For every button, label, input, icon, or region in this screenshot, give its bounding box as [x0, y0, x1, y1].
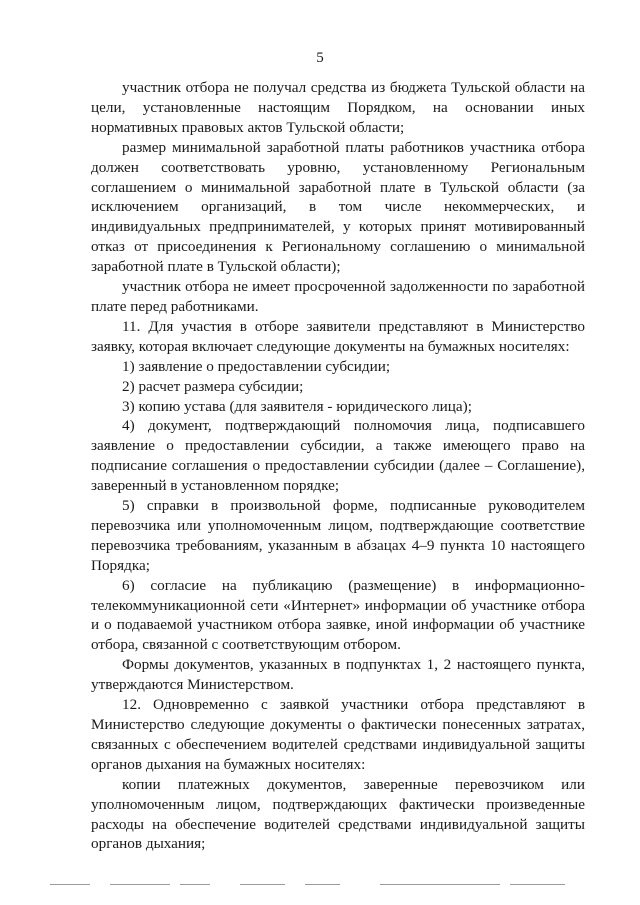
paragraph: 5) справки в произвольной форме, подписанные руководителем перевозчика или уполномоченным лицом, подтверждающие соответствие перевозчика требованиям, указанным в абзацах 4–9 пункта 10 настоящего Порядка;: [91, 497, 585, 574]
paragraph: 2) расчет размера субсидии;: [122, 377, 304, 395]
paragraph: 3) копию устава (для заявителя - юридического лица);: [122, 397, 472, 415]
scan-artifact: [180, 884, 210, 885]
scan-artifact: [510, 884, 565, 885]
scan-artifact-line: [40, 884, 600, 888]
paragraph: участник отбора не получал средства из бюджета Тульской области на цели, установленные настоящим Порядком, на основании иных нормативных правовых актов Тульской области;: [91, 79, 585, 136]
paragraph: 4) документ, подтверждающий полномочия лица, подписавшего заявление о предоставлении субсидии, а также имеющего право на подписание соглашения о предоставлении субсидии (далее – Соглашение), заверенный в установленном порядке;: [91, 417, 585, 495]
paragraph: 6) согласие на публикацию (размещение) в информационно-телекоммуникационной сети «Интернет» информации об участнике отбора и о подаваемой участником отбора заявке, иной информации об участнике отбора, связанной с соответствующим отбором.: [91, 576, 585, 654]
document-body: [91, 78, 585, 854]
paragraph: участник отбора не имеет просроченной задолженности по заработной плате перед работниками.: [91, 278, 585, 315]
scan-artifact: [305, 884, 340, 885]
paragraph: 12. Одновременно с заявкой участники отбора представляют в Министерство следующие документы о фактически понесенных затратах, связанных с обеспечением водителей средствами индивидуальной защиты органов дыхания на бумажных носителях:: [91, 696, 585, 773]
paragraph: 11. Для участия в отборе заявители представляют в Министерство заявку, которая включает следующие документы на бумажных носителях:: [91, 317, 585, 355]
scan-artifact: [380, 884, 500, 885]
paragraph: размер минимальной заработной платы работников участника отбора должен соответствовать уровню, установленному Региональным соглашением о минимальной заработной плате в Тульской области (за исключением организаций, в том числе некоммерческих, и индивидуальных предпринимателей, у которых принят мотивированный отказ от присоединения к Региональному соглашению о минимальной заработной плате в Тульской области);: [91, 138, 585, 276]
paragraph: копии платежных документов, заверенные перевозчиком или уполномоченным лицом, подтверждающих фактически произведенные расходы на обеспечение водителей средствами индивидуальной защиты органов дыхания;: [91, 775, 585, 853]
scan-artifact: [240, 884, 285, 885]
page-number: 5: [316, 50, 324, 66]
paragraph: Формы документов, указанных в подпунктах 1, 2 настоящего пункта, утверждаются Министерством.: [91, 656, 585, 694]
scan-artifact: [50, 884, 90, 885]
paragraph: 1) заявление о предоставлении субсидии;: [122, 357, 391, 375]
scan-artifact: [110, 884, 170, 885]
